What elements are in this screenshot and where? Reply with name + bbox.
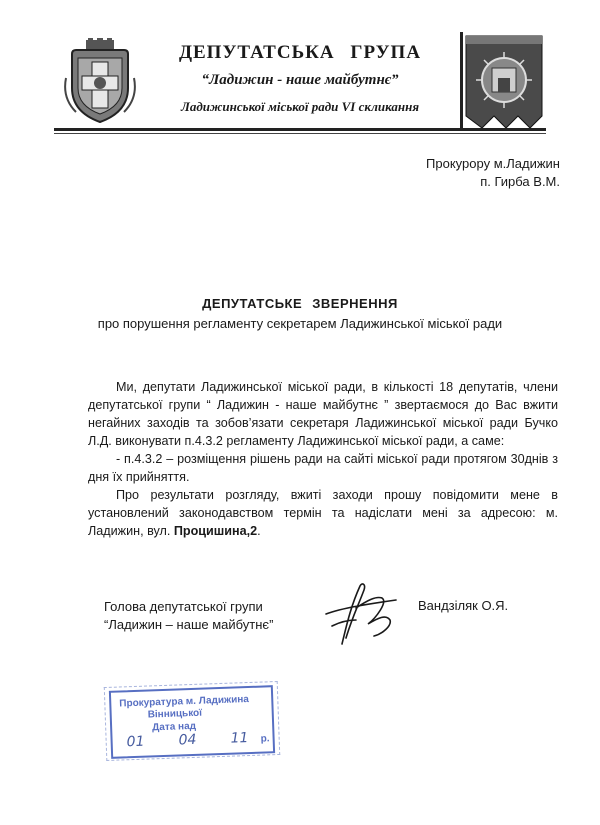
body-paragraph-2: [88, 486, 558, 540]
document-title: ДЕПУТАТСЬКЕ ЗВЕРНЕННЯ: [202, 296, 398, 311]
body-paragraph-2-text: Про результати розгляду, вжиті заходи прошу повідомити мене в установлений законодавством термін та надіслати мені за адресою: м. Ладижин, вул.: [88, 488, 558, 538]
body-paragraph-1-item: - п.4.3.2 – розміщення рішень ради на сайті міської ради протягом 30днів з дня їх прийняття.: [88, 452, 558, 484]
handwritten-signature-icon: [312, 578, 402, 648]
body-paragraph-1-block: [88, 378, 558, 486]
city-flag-icon: [458, 30, 544, 130]
stamp-line-1: Прокуратура м. Ладижина: [119, 694, 250, 710]
signatory-name: Вандзіляк О.Я.: [418, 598, 509, 613]
stamp-year: 11: [230, 730, 249, 747]
body-paragraph-1: Ми, депутати Ладижинської міської ради, в кількості 18 депутатів, члени депутатської групи “ Ладижин - наше майбутнє ” звертаємося до Вас вжити негайних заходів та зобов’язати секретаря Ладижинської міської ради Бучко Л.Д. виконувати п.4.3.2 регламенту Ладижинської міської ради, а саме:: [88, 380, 558, 448]
stamp-line-3: Дата над: [151, 720, 197, 734]
signatory-role-line-1: Голова депутатської групи: [104, 599, 263, 614]
coat-of-arms-icon: [62, 38, 138, 124]
letterhead-council: Ладижинської міської ради VI скликання: [180, 99, 420, 114]
body-paragraph-2-end: .: [257, 524, 261, 538]
registration-stamp: [109, 685, 275, 759]
document-subtitle: про порушення регламенту секретарем Ладижинської міської ради: [97, 316, 503, 331]
letterhead-title: ДЕПУТАТСЬКА ГРУПА: [178, 42, 422, 63]
addressee-line-1: Прокурору м.Ладижин: [426, 156, 560, 171]
stamp-year-suffix: р.: [260, 733, 270, 745]
body-paragraph-2-address: Процишина,2: [173, 524, 258, 538]
letterhead-rule: [54, 128, 546, 131]
signatory-role-line-2: “Ладижин – наше майбутнє”: [104, 617, 274, 632]
addressee-line-2: п. Гирба В.М.: [480, 174, 560, 189]
letterhead-group-name: “Ладижин - наше майбутнє”: [201, 72, 399, 88]
signatory-role: [104, 598, 273, 634]
addressee-block: [426, 155, 560, 191]
stamp-line-2: Вінницької: [147, 707, 203, 721]
stamp-day: 01: [126, 733, 145, 751]
letterhead-rule-thin: [54, 133, 546, 134]
stamp-month: 04: [178, 731, 197, 749]
